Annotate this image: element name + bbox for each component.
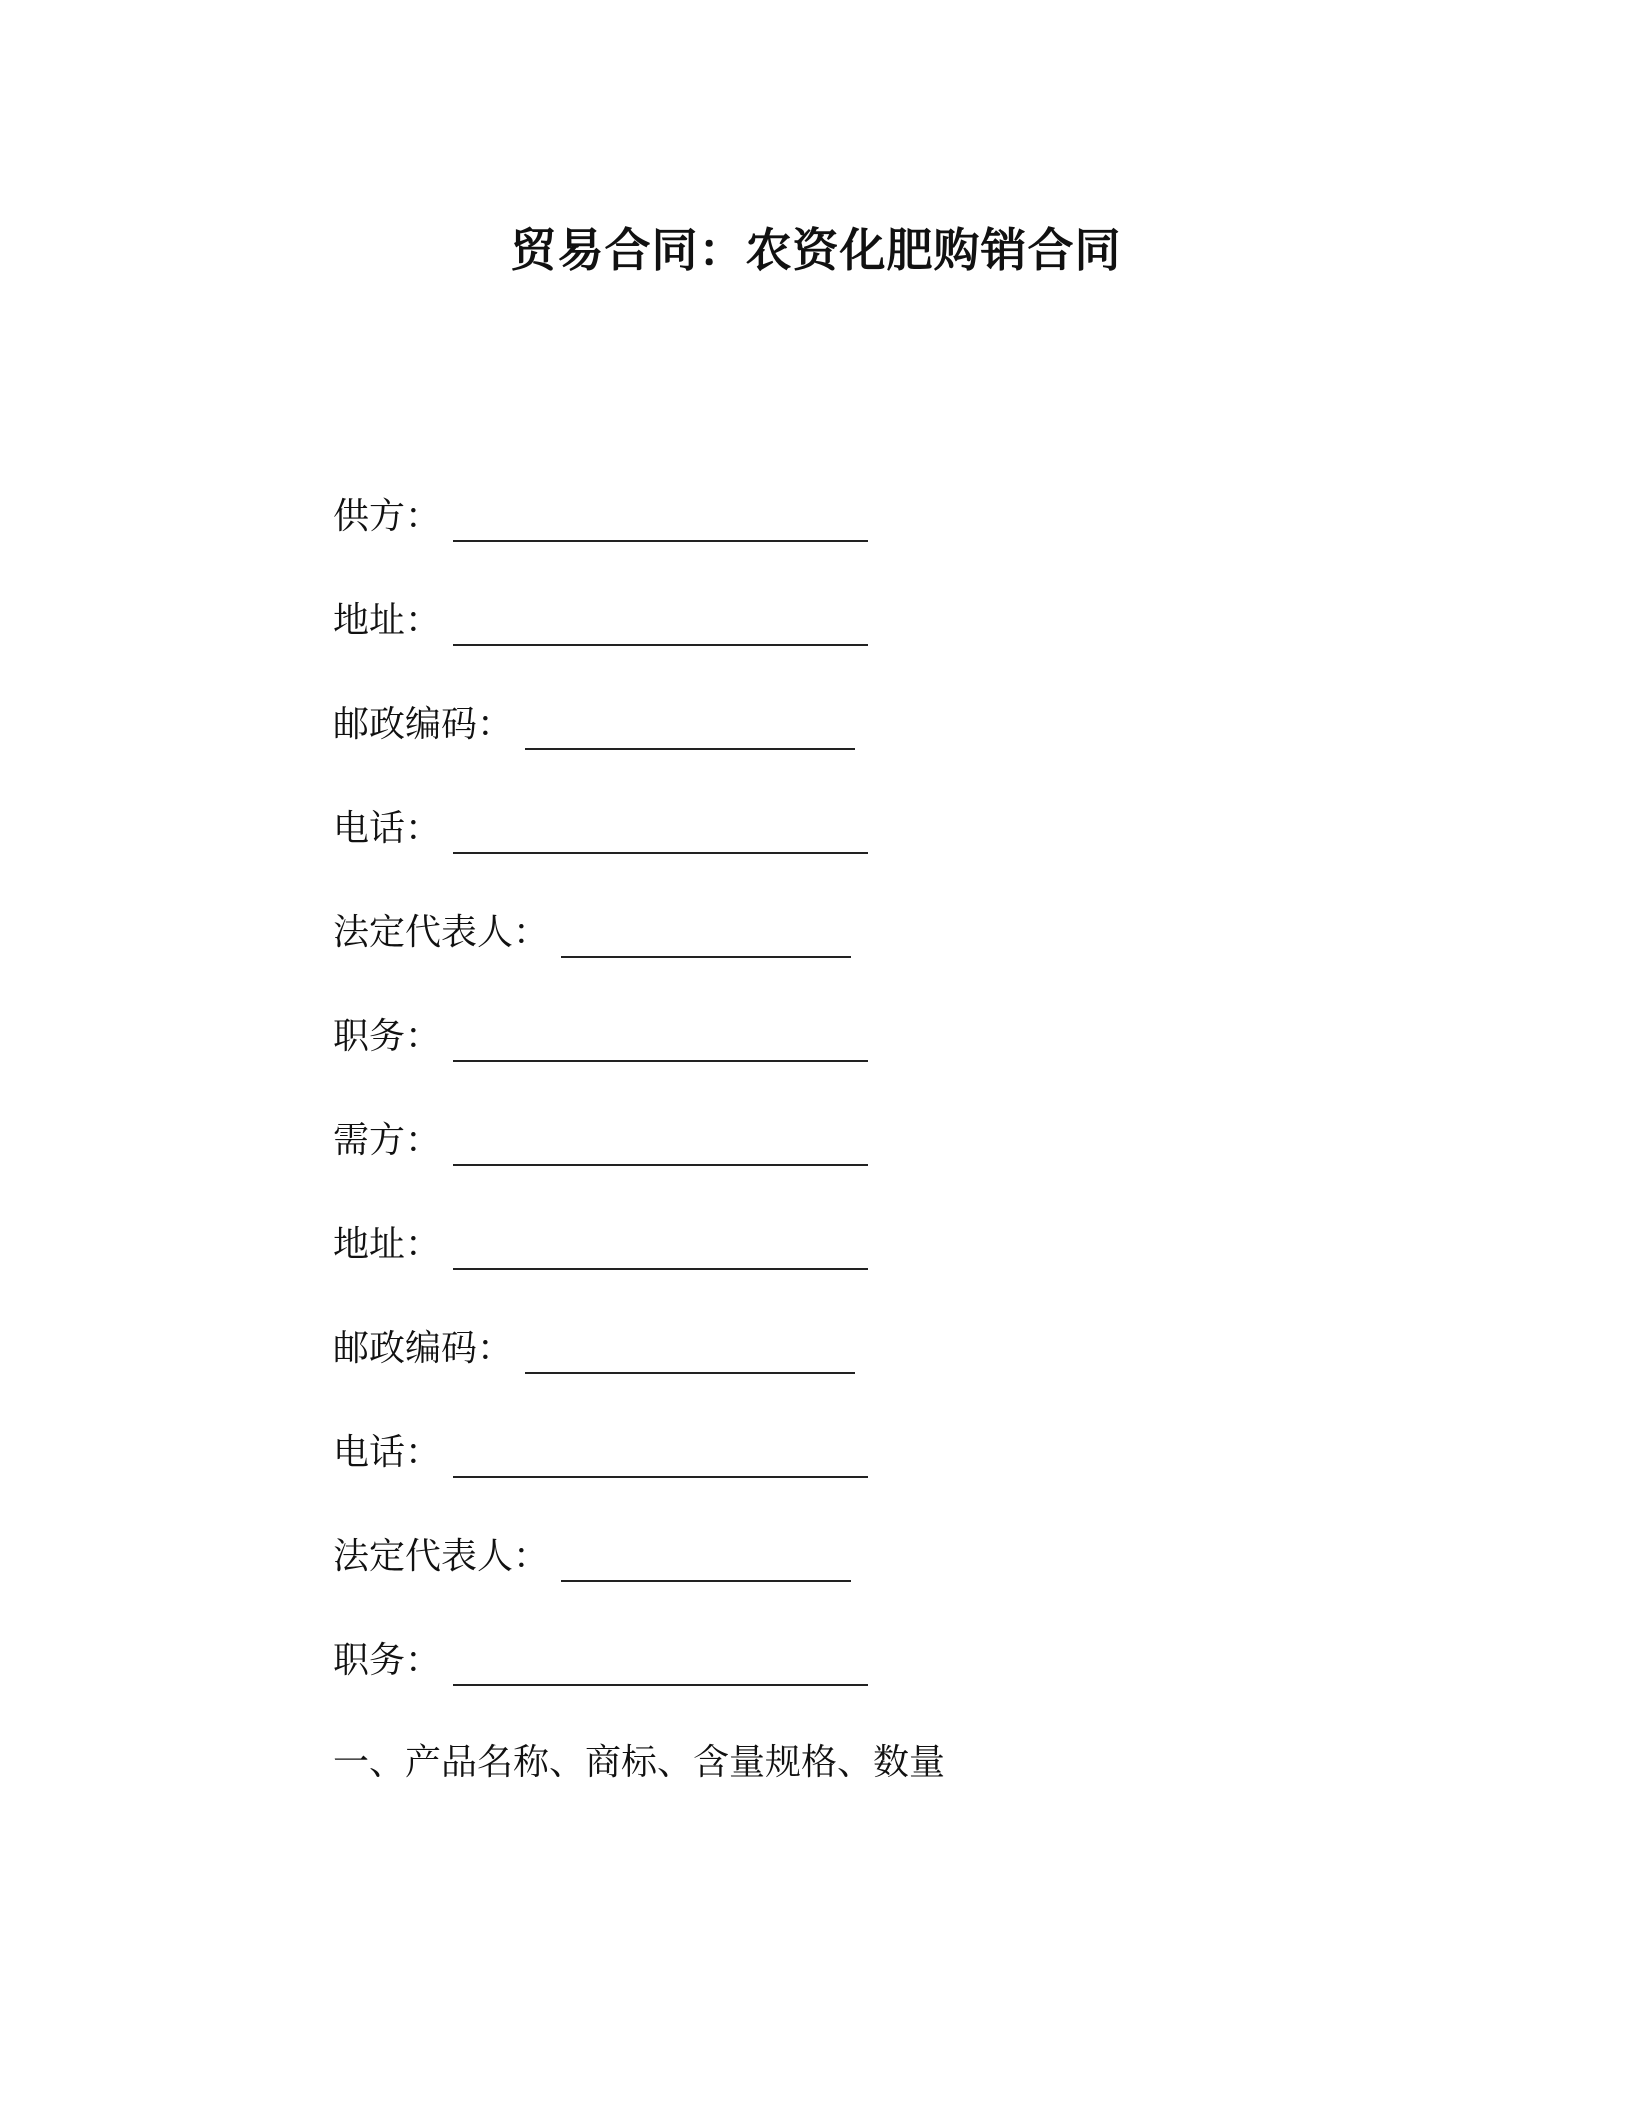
supplier-address-label: 地址：: [333, 600, 442, 641]
buyer-phone-row: [333, 1428, 868, 1478]
supplier-legal-rep-label: 法定代表人：: [333, 912, 550, 953]
supplier-phone-blank[interactable]: [453, 814, 868, 854]
buyer-postcode-row: [333, 1324, 855, 1374]
buyer-address-label: 地址：: [333, 1224, 442, 1265]
buyer-position-label: 职务：: [333, 1640, 442, 1681]
supplier-party-blank[interactable]: [453, 502, 868, 542]
supplier-phone-row: [333, 804, 868, 854]
supplier-party-row: [333, 492, 868, 542]
buyer-position-blank[interactable]: [453, 1646, 868, 1686]
supplier-legal-rep-row: [333, 908, 851, 958]
supplier-address-blank[interactable]: [453, 606, 868, 646]
buyer-postcode-label: 邮政编码：: [333, 1328, 514, 1369]
supplier-party-label: 供方：: [333, 496, 442, 537]
supplier-phone-label: 电话：: [333, 808, 442, 849]
buyer-party-blank[interactable]: [453, 1126, 868, 1166]
buyer-position-row: [333, 1636, 868, 1686]
buyer-legal-rep-row: [333, 1532, 851, 1582]
supplier-postcode-label: 邮政编码：: [333, 704, 514, 745]
buyer-phone-blank[interactable]: [453, 1438, 868, 1478]
buyer-address-row: [333, 1220, 868, 1270]
supplier-position-blank[interactable]: [453, 1022, 868, 1062]
buyer-postcode-blank[interactable]: [525, 1334, 855, 1374]
buyer-legal-rep-blank[interactable]: [561, 1542, 851, 1582]
supplier-address-row: [333, 596, 868, 646]
document-title: 贸易合同：农资化肥购销合同: [510, 223, 1122, 277]
supplier-postcode-blank[interactable]: [525, 710, 855, 750]
supplier-postcode-row: [333, 700, 855, 750]
buyer-party-label: 需方：: [333, 1120, 442, 1161]
buyer-address-blank[interactable]: [453, 1230, 868, 1270]
buyer-phone-label: 电话：: [333, 1432, 442, 1473]
buyer-party-row: [333, 1116, 868, 1166]
supplier-legal-rep-blank[interactable]: [561, 918, 851, 958]
supplier-position-row: [333, 1012, 868, 1062]
supplier-position-label: 职务：: [333, 1016, 442, 1057]
buyer-legal-rep-label: 法定代表人：: [333, 1536, 550, 1577]
section-heading-products: 一、产品名称、商标、含量规格、数量: [333, 1742, 946, 1783]
